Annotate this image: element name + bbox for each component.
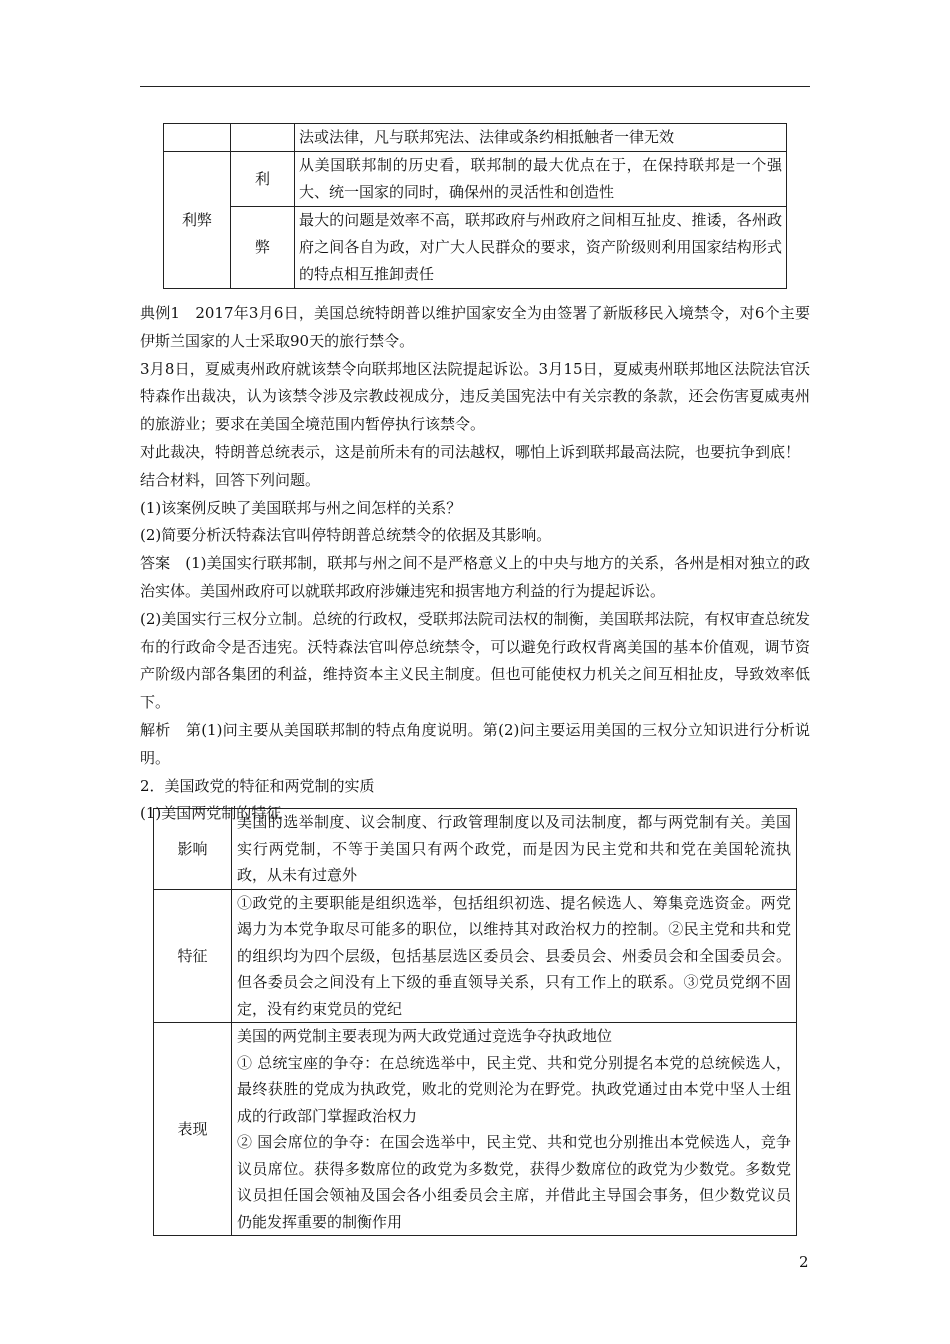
page-number: 2 (799, 1253, 809, 1271)
pro-label-cell: 利 (231, 152, 295, 207)
section-heading: 2．美国政党的特征和两党制的实质 (140, 776, 375, 795)
con-label-cell: 弊 (231, 207, 295, 289)
row-text (232, 1023, 797, 1236)
con-text-cell: 最大的问题是效率不高，联邦政府与州政府之间相互扯皮、推诿，各州政府之间各自为政，对广大人民群众的要求，资产阶级则利用国家结构形式的特点相互推卸责任 (295, 207, 787, 289)
table-cell (164, 124, 231, 152)
table-row (154, 889, 797, 1023)
analysis: 解析 第(1)问主要从美国联邦制的特点角度说明。第(2)问主要运用美国的三权分立知识进行分析说明。 (140, 720, 810, 767)
row-text-line: 美国的两党制主要表现为两大政党通过竞选争夺执政地位 (237, 1027, 613, 1045)
row-text: 美国的选举制度、议会制度、行政管理制度以及司法制度，都与两党制有关。美国实行两党制，不等于美国只有两个政党，而是因为民主党和共和党在美国轮流执政，从未有过意外 (232, 809, 797, 890)
federalism-pros-cons-table (163, 123, 787, 289)
table-cell: 法或法律，凡与联邦宪法、法律或条约相抵触者一律无效 (295, 124, 787, 152)
body-text (140, 300, 810, 828)
header-rule (140, 86, 810, 87)
table-row (164, 207, 787, 289)
example-paragraph: 对此裁决，特朗普总统表示，这是前所未有的司法越权，哪怕上诉到联邦最高法院，也要抗争到底！ (140, 442, 801, 461)
row-label: 表现 (154, 1023, 232, 1236)
two-party-system-table (153, 808, 797, 1236)
table-cell (231, 124, 295, 152)
table-row (164, 152, 787, 207)
pro-text-cell: 从美国联邦制的历史看，联邦制的最大优点在于，在保持联邦是一个强大、统一国家的同时，确保州的灵活性和创造性 (295, 152, 787, 207)
category-cell: 利弊 (164, 152, 231, 289)
table-row (164, 124, 787, 152)
question-2: (2)简要分析沃特森法官叫停特朗普总统禁令的依据及其影响。 (140, 526, 552, 545)
row-label: 影响 (154, 809, 232, 890)
subsection-heading: (1)美国两党制的特征 (140, 804, 282, 823)
answer-1: 答案 (1)美国实行联邦制，联邦与州之间不是严格意义上的中央与地方的关系，各州是相对独立的政治实体。美国州政府可以就联邦政府涉嫌违宪和损害地方利益的行为提起诉讼。 (140, 554, 810, 600)
table-row (154, 1023, 797, 1236)
question-prompt: 结合材料，回答下列问题。 (140, 470, 321, 489)
example-paragraph: 3月8日，夏威夷州政府就该禁令向联邦地区法院提起诉讼。3月15日，夏威夷州联邦地区法院法官沃特森作出裁决，认为该禁令涉及宗教歧视成分，违反美国宪法中有关宗教的条款，还会伤害夏威夷州的旅游业；要求在美国全境范围内暂停执行该禁令。 (140, 359, 810, 434)
question-1: (1)该案例反映了美国联邦与州之间怎样的关系？ (140, 498, 462, 517)
row-text-line: ① 总统宝座的争夺：在总统选举中，民主党、共和党分别提名本党的总统候选人，最终获胜的党成为执政党，败北的党则沦为在野党。执政党通过由本党中坚人士组成的行政部门掌握政治权力 (237, 1053, 791, 1125)
row-text: ①政党的主要职能是组织选举，包括组织初选、提名候选人、筹集竞选资金。两党竭力为本党争取尽可能多的职位，以维持其对政治权力的控制。②民主党和共和党的组织均为四个层级，包括基层选区委员会、县委员会、州委员会和全国委员会。但各委员会之间没有上下级的垂直领导关系，只有工作上的联系。③党员党纲不固定，没有约束党员的党纪 (232, 889, 797, 1023)
table-row (154, 809, 797, 890)
example-intro: 典例1 2017年3月6日，美国总统特朗普以维护国家安全为由签署了新版移民入境禁令，对6个主要伊斯兰国家的人士采取90天的旅行禁令。 (140, 304, 810, 350)
answer-2: (2)美国实行三权分立制。总统的行政权，受联邦法院司法权的制衡，美国联邦法院，有权审查总统发布的行政命令是否违宪。沃特森法官叫停总统禁令，可以避免行政权背离美国的基本价值观，调节资产阶级内部各集团的利益，维持资本主义民主制度。但也可能使权力机关之间互相扯皮，导致效率低下。 (140, 609, 810, 712)
row-text-line: ② 国会席位的争夺：在国会选举中，民主党、共和党也分别推出本党候选人，竞争议员席位。获得多数席位的政党为多数党，获得少数席位的政党为少数党。多数党议员担任国会领袖及国会各小组委员会主席，并借此主导国会事务，但少数党议员仍能发挥重要的制衡作用 (237, 1133, 791, 1231)
row-label: 特征 (154, 889, 232, 1023)
